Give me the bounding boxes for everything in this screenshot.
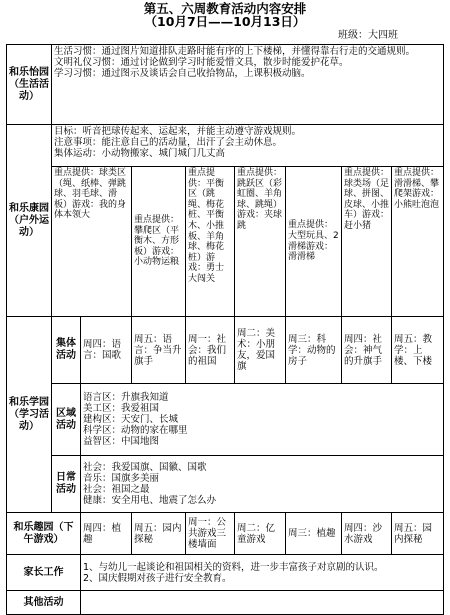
parents-line: 1、与幼儿一起谈论和祖国相关的资料，进一步丰富孩子对京剧的认识。 — [83, 561, 384, 573]
games-cell: 周五：园内探秘 — [132, 513, 186, 555]
learning-section-label: 和乐学园（学习活动） — [7, 317, 52, 513]
outdoor-goal-line: 目标：听音把球传起来、运起来，并能主动遵守游戏规则。 — [54, 126, 302, 137]
class-label: 班级：大四班 — [338, 30, 398, 41]
area-row — [7, 384, 444, 456]
life-content — [52, 45, 444, 125]
parents-content — [81, 555, 444, 591]
date-range: （10月7日——10月13日） — [144, 14, 306, 29]
page-title: 第五、六周教育活动内容安排 — [143, 1, 307, 16]
outdoor-section-label: 和乐康园（户外运动） — [7, 125, 52, 317]
games-section-label: 和乐趣园（下午游戏） — [7, 513, 81, 555]
outdoor-goals-row — [7, 125, 444, 167]
outdoor-cell: 重点提供：平衡区（跳绳、梅花桩、平衡木、小推板、羊角球、梅花桩）游戏：勇士大闯关 — [186, 167, 235, 317]
outdoor-cell: 重点提供：攀爬区（平衡木、方形板）游戏：小动物运粮 — [132, 167, 186, 317]
area-content — [81, 384, 444, 456]
collective-cell: 周二：美术：小朋友，爱国旗 — [235, 317, 286, 384]
life-row — [7, 45, 444, 125]
area-line: 建构区：天安门、长城 — [83, 414, 179, 425]
daily-line: 社会：祖国之最 — [83, 484, 150, 495]
life-line: 生活习惯：通过图片知道排队走路时能有序的上下楼梯，并懂得靠右行走的交通规则。 — [54, 46, 416, 57]
collective-cell: 周四：语言：国歌 — [81, 317, 132, 384]
parents-line: 2、国庆假期对孩子进行安全教育。 — [83, 572, 232, 584]
parents-row — [7, 555, 444, 591]
collective-cell: 周一：社会：我们的祖国 — [186, 317, 235, 384]
games-cell: 周五：园内探秘 — [392, 513, 444, 555]
outdoor-cell: 重点提供：跳跃区（彩虹圈、羊角球、跳绳）游戏：夹球跳 — [235, 167, 286, 317]
games-cell: 周一：公共游戏三楼墙面 — [186, 513, 235, 555]
outdoor-goal-line: 注意事项：能注意自己的活动量，出汗了会主动休息。 — [54, 137, 283, 148]
outdoor-goals — [52, 125, 444, 167]
life-section-label: 和乐怡园（生活活动） — [7, 45, 52, 125]
games-row — [7, 513, 444, 555]
parents-label: 家长工作 — [7, 555, 81, 591]
area-line: 美工区：我爱祖国 — [83, 403, 160, 414]
collective-label: 集体活动 — [52, 317, 81, 384]
collective-cell: 周五：语言：争当升旗手 — [132, 317, 186, 384]
daily-line: 社会：我爱国旗、国徽、国歌 — [83, 462, 207, 473]
collective-cell: 周四：社会：神气的升旗手 — [342, 317, 392, 384]
life-line: 学习习惯：通过图示及谈话会自己收拾物品，上课积极动脑。 — [54, 68, 311, 79]
outdoor-cell: 重点提供：球类场（足球、拼图、皮球、小推车）游戏：赶小猪 — [342, 167, 392, 317]
outdoor-cell: 重点提供：滑滑梯、攀爬架游戏：小熊吐泡泡 — [392, 167, 444, 317]
games-cell: 周二：亿童游戏 — [235, 513, 286, 555]
outdoor-cells-row — [7, 167, 444, 317]
outdoor-cell: 重点提供：球类区（绳、纸棒、弹跳球、羽毛球、滑板）游戏：我的身体本领大 — [52, 167, 132, 317]
outdoor-goal-line: 集体运动：小动物搬家、城门城门几丈高 — [54, 148, 226, 159]
area-line: 语言区：升旗我知道 — [83, 392, 169, 403]
daily-line: 健康：安全用电、地震了怎么办 — [83, 495, 217, 506]
schedule-table — [6, 44, 444, 615]
daily-label: 日常活动 — [52, 456, 81, 513]
area-line: 益智区：中国地图 — [83, 436, 160, 447]
games-cell: 周四：植趣 — [81, 513, 132, 555]
daily-row — [7, 456, 444, 513]
daily-content — [81, 456, 444, 513]
collective-row — [7, 317, 444, 384]
collective-cell: 周五：教学：上楼、下楼 — [392, 317, 444, 384]
life-line: 文明礼仪习惯：通过讨论做到学习时能爱惜文具，散步时能爱护花草。 — [54, 57, 349, 68]
games-cell: 周三：植趣 — [286, 513, 342, 555]
daily-line: 音乐：国旗多美丽 — [83, 473, 160, 484]
other-content — [81, 591, 444, 615]
other-row — [7, 591, 444, 615]
collective-cell: 周三：科学：动物的房子 — [286, 317, 342, 384]
outdoor-cell: 重点提供：大型玩具、2滑梯游戏：滑滑梯 — [286, 167, 342, 317]
games-cell: 周四：沙水游戏 — [342, 513, 392, 555]
area-label: 区域活动 — [52, 384, 81, 456]
other-label: 其他活动 — [7, 591, 81, 615]
area-line: 科学区：动物的家在哪里 — [83, 425, 188, 436]
